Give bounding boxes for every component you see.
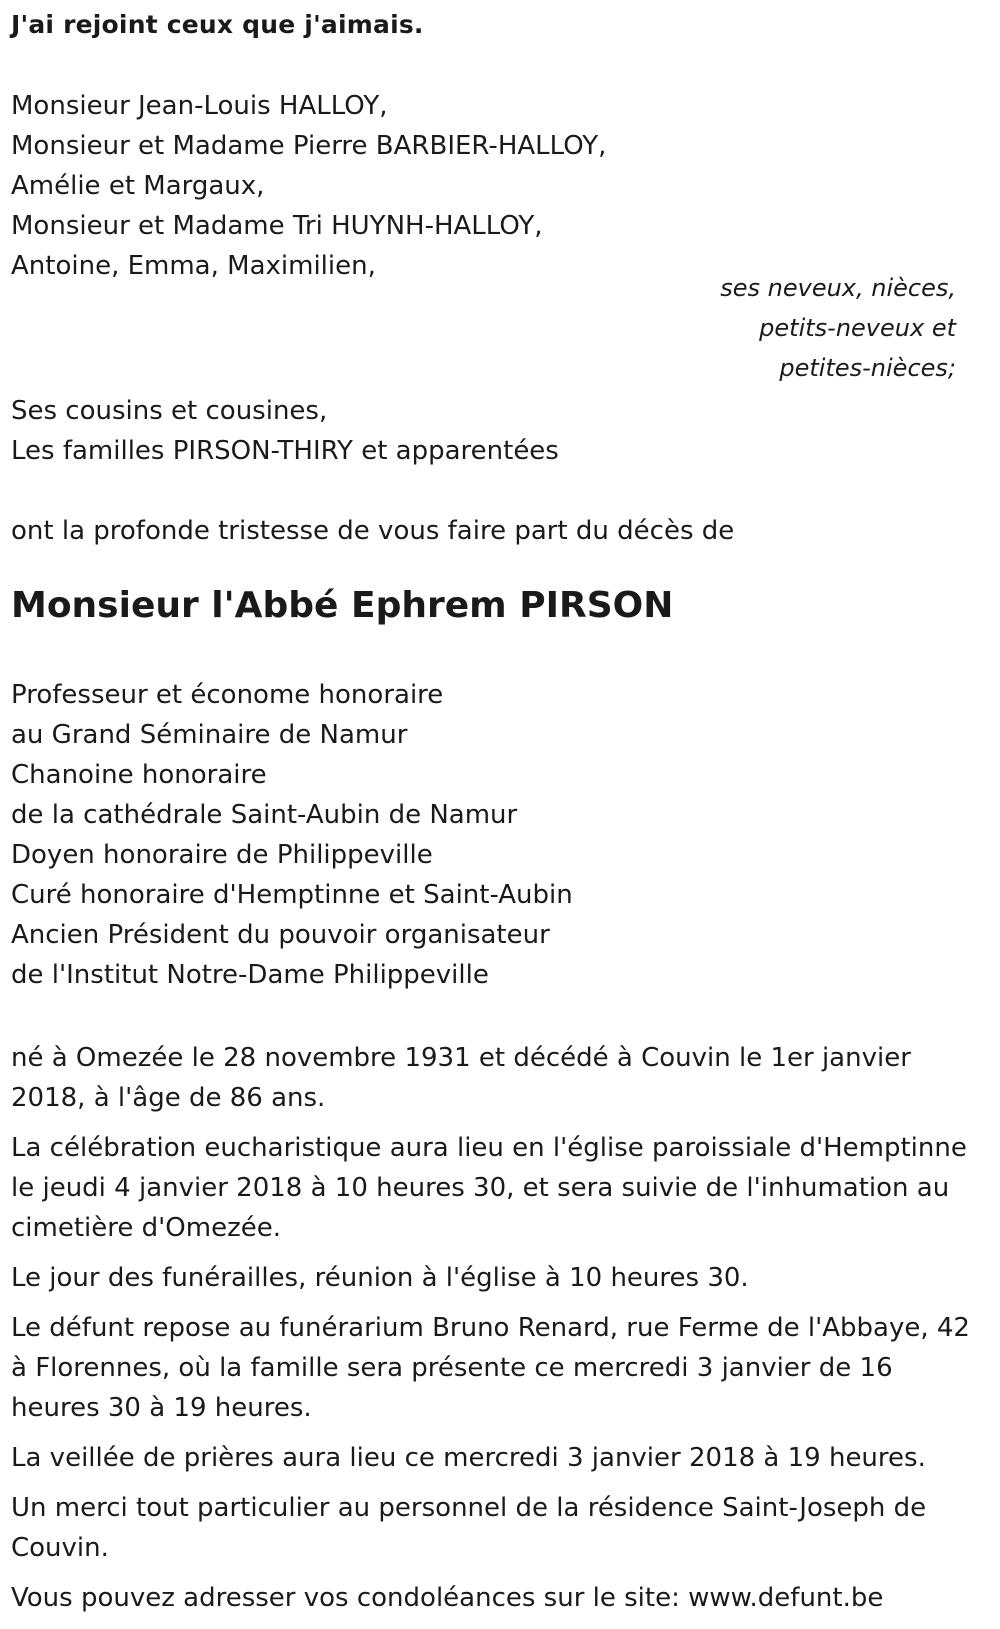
family-line: Antoine, Emma, Maximilien, (11, 251, 376, 281)
condolences-paragraph: Vous pouvez adresser vos condoléances sur le site: www.defunt.be (11, 1583, 884, 1613)
deceased-name: Monsieur l'Abbé Ephrem PIRSON (11, 585, 674, 626)
relation-line: petits-neveux et (759, 314, 956, 342)
thanks-paragraph: Un merci tout particulier au personnel de la résidence Saint-Joseph de Couvin. (11, 1493, 927, 1563)
title-line: Curé honoraire d'Hemptinne et Saint-Aubin (11, 880, 573, 910)
relation-line: petites-nièces; (779, 354, 956, 382)
relation-line: ses neveux, nièces, (720, 274, 956, 302)
family-line: Monsieur et Madame Pierre BARBIER-HALLOY, (11, 131, 607, 161)
title-line: Ancien Président du pouvoir organisateur (11, 920, 550, 950)
birth-death-paragraph: né à Omezée le 28 novembre 1931 et décédé à Couvin le 1er janvier 2018, à l'âge de 86 ans. (11, 1043, 911, 1113)
title-line: Chanoine honoraire (11, 760, 267, 790)
family-line: Amélie et Margaux, (11, 171, 265, 201)
ceremony-paragraph: La célébration eucharistique aura lieu en l'église paroissiale d'Hemptinne le jeudi 4 janvier 2018 à 10 heures 30, et sera suivie de l'inhumation au cimetière d'Omezée. (11, 1133, 967, 1243)
family-list (11, 86, 606, 286)
title-line: au Grand Séminaire de Namur (11, 720, 408, 750)
announcement: ont la profonde tristesse de vous faire part du décès de (11, 516, 735, 546)
details-section (11, 1038, 986, 1628)
vigil-paragraph: La veillée de prières aura lieu ce mercredi 3 janvier 2018 à 19 heures. (11, 1443, 926, 1473)
title-line: de la cathédrale Saint-Aubin de Namur (11, 800, 518, 830)
cousins-line: Ses cousins et cousines, (11, 396, 328, 426)
funeral-home-paragraph: Le défunt repose au funérarium Bruno Renard, rue Ferme de l'Abbaye, 42 à Florennes, où la famille sera présente ce mercredi 3 janvier de 16 heures 30 à 19 heures. (11, 1313, 970, 1423)
family-line: Monsieur Jean-Louis HALLOY, (11, 91, 388, 121)
title-line: Professeur et économe honoraire (11, 680, 444, 710)
title-line: de l'Institut Notre-Dame Philippeville (11, 960, 489, 990)
relation-note (720, 268, 956, 388)
motto: J'ai rejoint ceux que j'aimais. (11, 10, 424, 39)
title-line: Doyen honoraire de Philippeville (11, 840, 433, 870)
cousins-list (11, 391, 559, 471)
family-line: Monsieur et Madame Tri HUYNH-HALLOY, (11, 211, 543, 241)
gathering-paragraph: Le jour des funérailles, réunion à l'église à 10 heures 30. (11, 1263, 749, 1293)
cousins-line: Les familles PIRSON-THIRY et apparentées (11, 436, 559, 466)
titles-list (11, 675, 573, 995)
